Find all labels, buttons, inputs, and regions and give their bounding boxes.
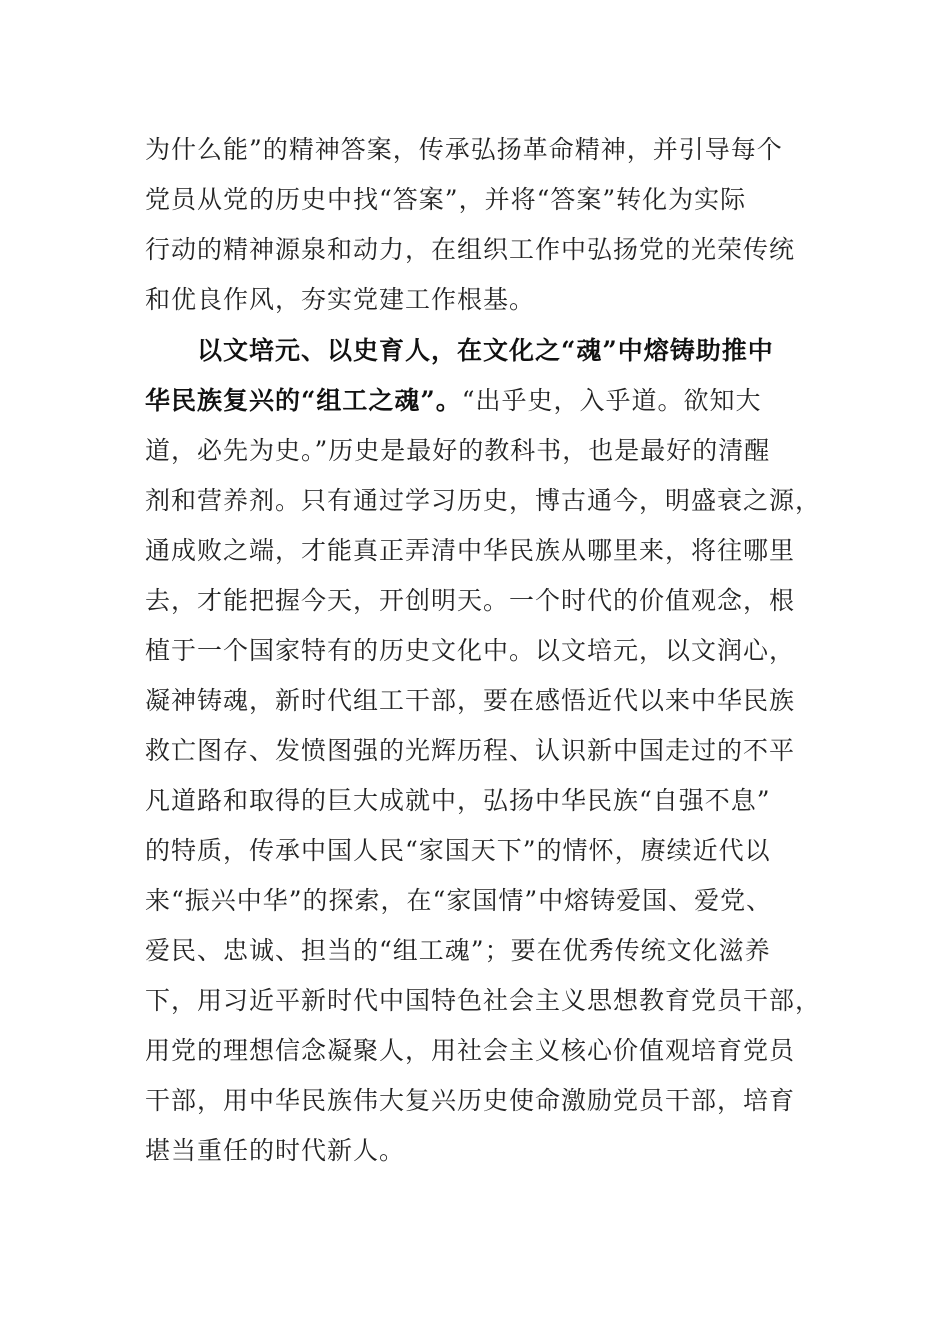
paragraph-line: 的特质，传承中国人民“家国天下”的情怀，赓续近代以 xyxy=(145,836,771,865)
paragraph-line: 党员从党的历史中找“答案”，并将“答案”转化为实际 xyxy=(145,185,747,214)
paragraph-line: 道，必先为史。”历史是最好的教科书，也是最好的清醒 xyxy=(145,436,771,465)
paragraph-line: 来“振兴中华”的探索，在“家国情”中熔铸爱国、爱党、 xyxy=(145,886,773,915)
paragraph-line: 干部，用中华民族伟大复兴历史使命激励党员干部，培育 xyxy=(145,1086,796,1115)
paragraph-line: 通成败之端，才能真正弄清中华民族从哪里来，将往哪里 xyxy=(145,536,796,565)
paragraph-line xyxy=(145,1176,805,1226)
paragraph-line: 去，才能把握今天，开创明天。一个时代的价值观念，根 xyxy=(145,586,796,615)
paragraph-2 xyxy=(145,326,822,1226)
paragraph-line: 凝神铸魂，新时代组工干部，要在感悟近代以来中华民族 xyxy=(145,686,796,715)
paragraph-line: 和优良作风，夯实党建工作根基。 xyxy=(145,285,536,314)
section-heading-tail: 华民族复兴的“组工之魂”。 xyxy=(145,386,462,415)
paragraph-line: 用党的理想信念凝聚人，用社会主义核心价值观培育党员 xyxy=(145,1036,796,1065)
paragraph-line: 为什么能”的精神答案，传承弘扬革命精神，并引导每个 xyxy=(145,135,783,164)
paragraph-line: 植于一个国家特有的历史文化中。以文培元，以文润心， xyxy=(145,636,796,665)
paragraph-text: “出乎史，入乎道。欲知大 xyxy=(461,386,762,415)
paragraph-line: 堪当重任的时代新人。 xyxy=(145,1136,406,1165)
paragraph-line: 救亡图存、发愤图强的光辉历程、认识新中国走过的不平 xyxy=(145,736,796,765)
paragraph-line: 行动的精神源泉和动力，在组织工作中弘扬党的光荣传统 xyxy=(145,235,796,264)
paragraph-1 xyxy=(145,125,805,325)
paragraph-line: 爱民、忠诚、担当的“组工魂”；要在优秀传统文化滋养 xyxy=(145,936,771,965)
section-heading-line: 以文培元、以史育人，在文化之“魂”中熔铸助推中 xyxy=(197,336,774,365)
paragraph-line: 剂和营养剂。只有通过学习历史，博古通今，明盛衰之源， xyxy=(145,486,822,515)
paragraph-line: 凡道路和取得的巨大成就中，弘扬中华民族“自强不息” xyxy=(145,786,771,815)
paragraph-line: 下，用习近平新时代中国特色社会主义思想教育党员干部， xyxy=(145,986,822,1015)
paragraph-line xyxy=(145,376,805,426)
